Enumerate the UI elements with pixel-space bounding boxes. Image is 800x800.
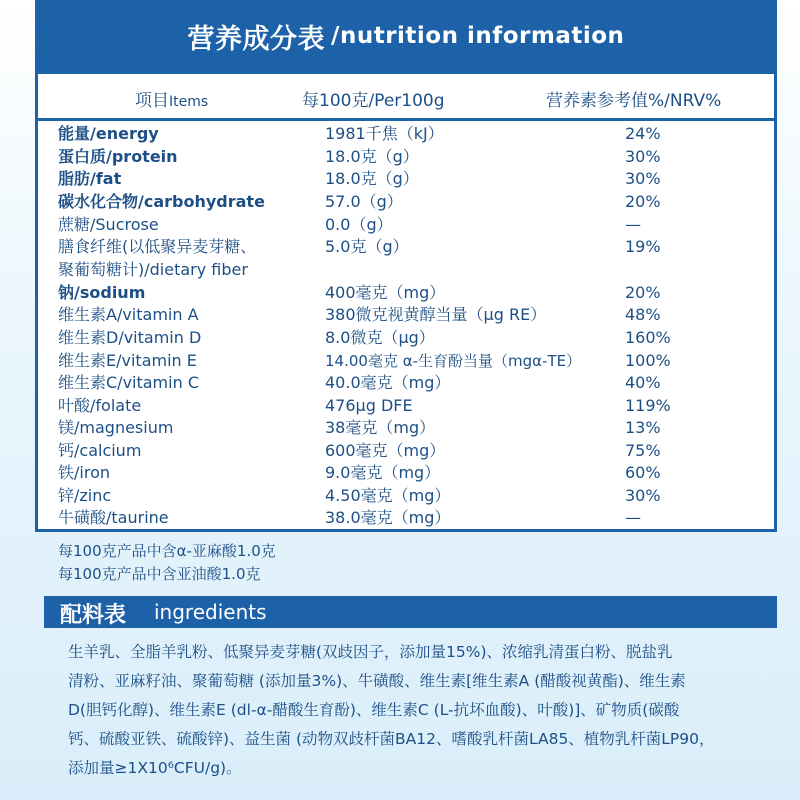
- table-row: [38, 462, 774, 484]
- table-row: [38, 417, 774, 439]
- table-row: [38, 485, 774, 507]
- table-row: [38, 282, 774, 304]
- row-nrv: 100%: [625, 351, 671, 370]
- row-amount: 57.0（g）: [325, 192, 403, 211]
- row-nrv: —: [625, 508, 641, 527]
- ingredients-line: 添加量≥1X10⁶CFU/g)。: [68, 759, 242, 777]
- row-nrv: 24%: [625, 124, 661, 143]
- header-items-en: Items: [169, 94, 209, 110]
- ingredients-line: 清粉、亚麻籽油、聚葡萄糖 (添加量3%)、牛磺酸、维生素[维生素A (醋酸视黄酯)、维生素: [68, 672, 686, 690]
- table-row: [38, 350, 774, 372]
- row-name: 脂肪/fat: [58, 169, 122, 188]
- table-row: [38, 146, 774, 168]
- table-row: [38, 440, 774, 462]
- row-name: 蔗糖/Sucrose: [58, 215, 159, 234]
- note-linoleic: 每100克产品中含亚油酸1.0克: [58, 565, 261, 583]
- note-alpha-linolenic: 每100克产品中含α-亚麻酸1.0克: [58, 542, 276, 560]
- row-amount: 8.0微克（μg）: [325, 328, 435, 347]
- row-amount: 5.0克（g）: [325, 237, 409, 256]
- row-name: 能量/energy: [58, 124, 159, 143]
- table-row: [38, 123, 774, 145]
- table-row: [38, 395, 774, 417]
- ingredients-line: D(胆钙化醇)、维生素E (dl-α-醋酸生育酚)、维生素C (L-抗坏血酸)、叶酸)]、矿物质(碳酸: [68, 701, 680, 719]
- table-header-row: [38, 74, 774, 118]
- row-nrv: 119%: [625, 396, 671, 415]
- row-nrv: 30%: [625, 169, 661, 188]
- ingredients-title-en: ingredients: [154, 600, 267, 624]
- table-title: [35, 0, 777, 72]
- row-name: 镁/magnesium: [58, 418, 174, 437]
- row-amount: 38毫克（mg）: [325, 418, 436, 437]
- row-amount: 14.00毫克 α-生育酚当量（mgα-TE）: [325, 352, 582, 370]
- row-name: 碳水化合物/carbohydrate: [58, 192, 265, 211]
- table-body: [38, 121, 774, 529]
- row-nrv: 19%: [625, 237, 661, 256]
- row-name-line2: 聚葡萄糖计)/dietary fiber: [58, 260, 248, 279]
- row-nrv: 20%: [625, 283, 661, 302]
- row-amount: 18.0克（g）: [325, 147, 419, 166]
- table-row: [38, 214, 774, 236]
- row-name: 牛磺酸/taurine: [58, 508, 169, 527]
- row-name: 锌/zinc: [58, 486, 112, 505]
- ingredients-header: [44, 596, 777, 628]
- table-row: [38, 507, 774, 529]
- row-nrv: 13%: [625, 418, 661, 437]
- row-amount: 0.0（g）: [325, 215, 393, 234]
- ingredients-list: [68, 638, 768, 783]
- table-row: [38, 168, 774, 190]
- row-nrv: 160%: [625, 328, 671, 347]
- row-name: 维生素D/vitamin D: [58, 328, 202, 347]
- row-nrv: 48%: [625, 305, 661, 324]
- row-nrv: 30%: [625, 486, 661, 505]
- header-nrv: 营养素参考值%/NRV%: [546, 91, 722, 111]
- row-amount: 380微克视黄醇当量（μg RE）: [325, 305, 547, 324]
- table-row: [38, 327, 774, 349]
- header-items: [135, 86, 208, 111]
- row-nrv: 20%: [625, 192, 661, 211]
- row-name: 维生素A/vitamin A: [58, 305, 199, 324]
- ingredients-line: 生羊乳、全脂羊乳粉、低聚异麦芽糖(双歧因子，添加量15%)、浓缩乳清蛋白粉、脱盐乳: [68, 643, 673, 661]
- header-items-cn: 项目: [135, 91, 169, 111]
- row-name: 蛋白质/protein: [58, 147, 178, 166]
- nutrition-notes: [58, 540, 276, 586]
- row-amount: 9.0毫克（mg）: [325, 463, 441, 482]
- ingredients-line: 钙、硫酸亚铁、硫酸锌)、益生菌 (动物双歧杆菌BA12、嗜酸乳杆菌LA85、植物乳杆菌LP90，: [68, 730, 715, 748]
- table-row: [38, 304, 774, 326]
- ingredients-title-cn: 配料表: [60, 603, 127, 628]
- row-nrv: 30%: [625, 147, 661, 166]
- row-amount: 476μg DFE: [325, 396, 413, 415]
- row-amount: 600毫克（mg）: [325, 441, 446, 460]
- row-amount: 400毫克（mg）: [325, 283, 446, 302]
- row-name: 钙/calcium: [58, 441, 142, 460]
- row-nrv: 60%: [625, 463, 661, 482]
- row-name: 钠/sodium: [58, 283, 146, 302]
- row-name: 铁/iron: [58, 463, 110, 482]
- nutrition-table: [35, 0, 777, 532]
- row-name: 维生素C/vitamin C: [58, 373, 199, 392]
- row-name: 膳食纤维(以低聚异麦芽糖、: [58, 237, 257, 256]
- table-row: [38, 236, 774, 280]
- row-name: 维生素E/vitamin E: [58, 351, 197, 370]
- row-amount: 4.50毫克（mg）: [325, 486, 451, 505]
- row-nrv: 75%: [625, 441, 661, 460]
- row-nrv: —: [625, 215, 641, 234]
- row-amount: 18.0克（g）: [325, 169, 419, 188]
- row-amount: 38.0毫克（mg）: [325, 508, 451, 527]
- row-amount: 1981千焦（kJ）: [325, 124, 444, 143]
- table-row: [38, 372, 774, 394]
- row-nrv: 40%: [625, 373, 661, 392]
- header-per100: 每100克/Per100g: [302, 91, 445, 111]
- table-row: [38, 191, 774, 213]
- title-en: /nutrition information: [331, 23, 625, 49]
- row-amount: 40.0毫克（mg）: [325, 373, 451, 392]
- row-name: 叶酸/folate: [58, 396, 142, 415]
- title-cn: 营养成分表: [187, 23, 326, 55]
